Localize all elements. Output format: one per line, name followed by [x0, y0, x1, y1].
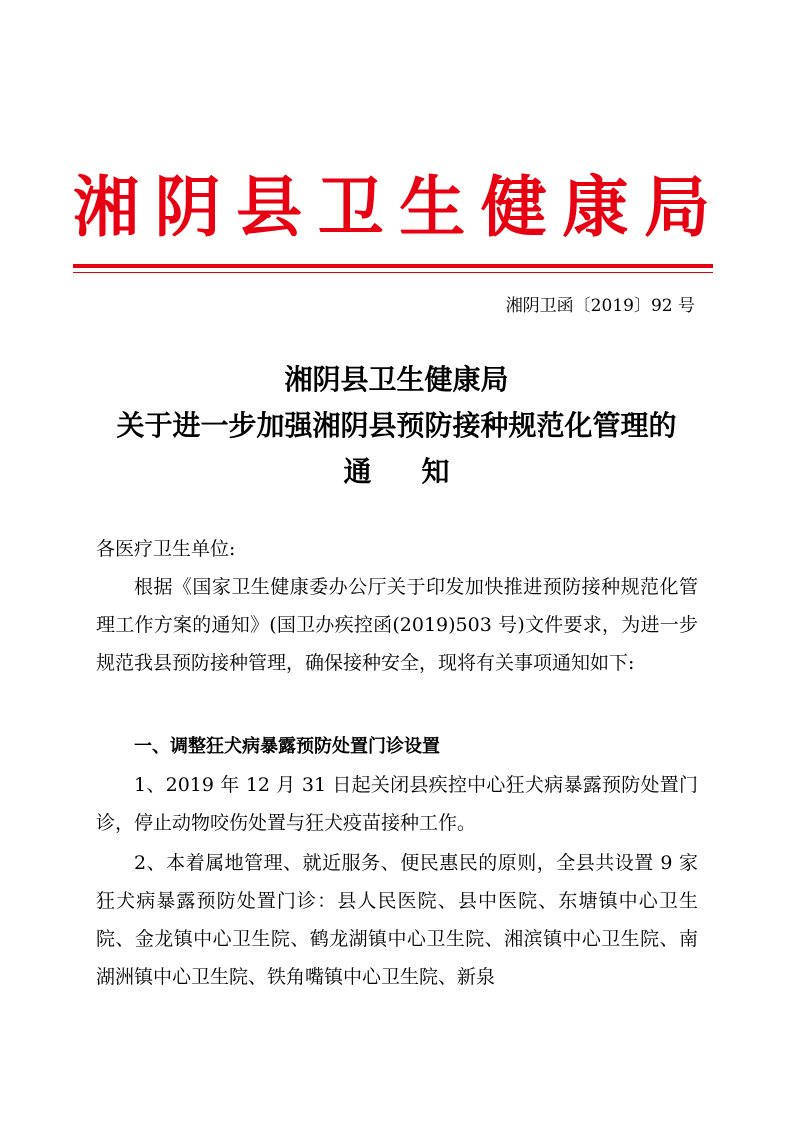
letterhead-org-name: 湘阴县卫生健康局 — [73, 169, 713, 246]
title-line-1: 湘阴县卫生健康局 — [284, 363, 509, 396]
document-number: 湘阴卫函〔2019〕92 号 — [505, 296, 695, 316]
section-1-item-1: 1、2019 年 12 月 31 日起关闭县疾控中心狂犬病暴露预防处置门诊，停止动物咬伤处置与狂犬疫苗接种工作。 — [96, 774, 698, 834]
title-line-2: 关于进一步加强湘阴县预防接种规范化管理的 — [116, 409, 677, 442]
addressee: 各医疗卫生单位: — [96, 538, 236, 560]
letterhead-red-rule-thick — [73, 264, 713, 268]
letterhead-red-rule-thin — [73, 272, 713, 273]
section-1-item-2: 2、本着属地管理、就近服务、便民惠民的原则，全县共设置 9 家狂犬病暴露预防处置门诊：县人民医院、县中医院、东塘镇中心卫生院、金龙镇中心卫生院、鹤龙湖镇中心卫生院、湘滨镇中心卫生院、南湖洲镇中心卫生院、铁角嘴镇中心卫生院、新泉 — [96, 852, 698, 988]
intro-paragraph: 根据《国家卫生健康委办公厅关于印发加快推进预防接种规范化管理工作方案的通知》(国卫办疾控函(2019)503 号)文件要求，为进一步规范我县预防接种管理，确保接种安全，现将有关事项通知如下: — [96, 576, 698, 674]
section-heading-1: 一、调整狂犬病暴露预防处置门诊设置 — [134, 736, 440, 757]
title-line-3: 通知 — [343, 455, 500, 488]
